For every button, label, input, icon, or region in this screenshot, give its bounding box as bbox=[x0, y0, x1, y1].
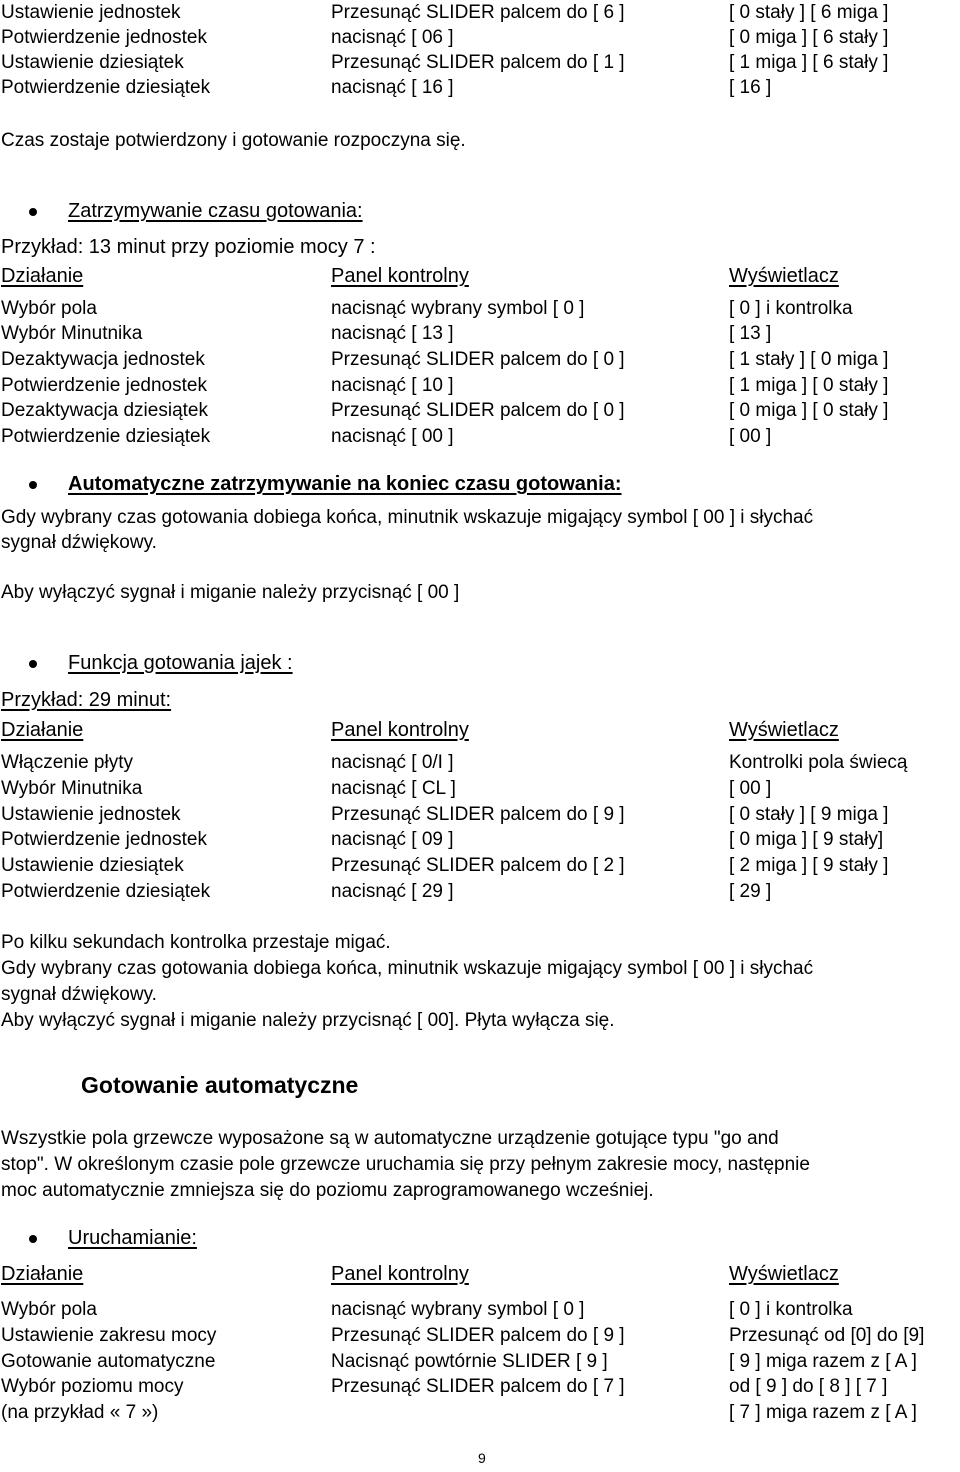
cell-display: od [ 9 ] do [ 8 ] [ 7 ] bbox=[729, 1376, 888, 1397]
cell-action: Włączenie płyty bbox=[1, 752, 133, 773]
header-action: Działanie bbox=[1, 1263, 84, 1285]
cell-panel: nacisnąć [ 16 ] bbox=[331, 77, 454, 98]
table-row bbox=[0, 853, 960, 879]
cell-panel: nacisnąć [ 09 ] bbox=[331, 829, 454, 850]
paragraph: Gdy wybrany czas gotowania dobiega końca, minutnik wskazuje migający symbol [ 00 ] i słychać bbox=[1, 507, 814, 528]
cell-action: Potwierdzenie jednostek bbox=[1, 829, 207, 850]
table-row bbox=[0, 802, 960, 828]
cell-display: Przesunąć od [0] do [9] bbox=[729, 1325, 925, 1346]
cell-panel: nacisnąć [ 0/I ] bbox=[331, 752, 454, 773]
cell-panel: nacisnąć [ CL ] bbox=[331, 778, 456, 799]
cell-action: Ustawienie dziesiątek bbox=[1, 855, 184, 876]
cell-action: Ustawienie jednostek bbox=[1, 2, 181, 23]
paragraph: Wszystkie pola grzewcze wyposażone są w automatyczne urządzenie gotujące typu "go and bbox=[1, 1128, 779, 1149]
cell-action: Wybór poziomu mocy bbox=[1, 1376, 184, 1397]
cell-panel: Przesunąć SLIDER palcem do [ 7 ] bbox=[331, 1376, 625, 1397]
cell-panel: Przesunąć SLIDER palcem do [ 0 ] bbox=[331, 349, 625, 370]
cell-display: [ 00 ] bbox=[729, 426, 772, 447]
paragraph: sygnał dźwiękowy. bbox=[1, 984, 157, 1005]
section-title: Zatrzymywanie czasu gotowania: bbox=[68, 200, 363, 222]
cell-panel: nacisnąć [ 10 ] bbox=[331, 375, 454, 396]
paragraph: Aby wyłączyć sygnał i miganie należy przycisnąć [ 00 ] bbox=[1, 582, 460, 603]
cell-display: [ 29 ] bbox=[729, 881, 772, 902]
cell-action: Wybór pola bbox=[1, 298, 97, 319]
section-heading: Gotowanie automatyczne bbox=[81, 1072, 359, 1098]
cell-action: Dezaktywacja jednostek bbox=[1, 349, 205, 370]
cell-display: [ 9 ] miga razem z [ A ] bbox=[729, 1351, 917, 1372]
bullet-icon bbox=[29, 208, 37, 216]
cell-action: Potwierdzenie dziesiątek bbox=[1, 881, 211, 902]
table-row bbox=[0, 424, 960, 450]
table-row bbox=[0, 373, 960, 399]
example-label: Przykład: 29 minut: bbox=[1, 689, 172, 711]
cell-action: Ustawienie dziesiątek bbox=[1, 52, 184, 73]
cell-display: [ 0 miga ] [ 0 stały ] bbox=[729, 400, 889, 421]
cell-display: [ 00 ] bbox=[729, 778, 772, 799]
cell-panel: nacisnąć [ 13 ] bbox=[331, 323, 454, 344]
cell-action: Wybór Minutnika bbox=[1, 323, 143, 344]
cell-panel: Przesunąć SLIDER palcem do [ 9 ] bbox=[331, 804, 625, 825]
cell-panel: Nacisnąć powtórnie SLIDER [ 9 ] bbox=[331, 1351, 608, 1372]
cell-panel: Przesunąć SLIDER palcem do [ 6 ] bbox=[331, 2, 625, 23]
table-row bbox=[0, 879, 960, 905]
table-row bbox=[0, 827, 960, 853]
table-row bbox=[0, 321, 960, 347]
cell-action: Wybór pola bbox=[1, 1299, 97, 1320]
cell-display: [ 1 stały ] [ 0 miga ] bbox=[729, 349, 889, 370]
table-row bbox=[0, 398, 960, 424]
cell-action: Dezaktywacja dziesiątek bbox=[1, 400, 208, 421]
page-number: 9 bbox=[478, 1450, 486, 1466]
cell-display: [ 16 ] bbox=[729, 77, 772, 98]
cell-action: Gotowanie automatyczne bbox=[1, 1351, 216, 1372]
cell-panel: Przesunąć SLIDER palcem do [ 2 ] bbox=[331, 855, 625, 876]
top-note: Czas zostaje potwierdzony i gotowanie rozpoczyna się. bbox=[1, 130, 466, 151]
table-row bbox=[0, 25, 960, 51]
cell-panel: nacisnąć wybrany symbol [ 0 ] bbox=[331, 1299, 585, 1320]
header-panel: Panel kontrolny bbox=[331, 265, 469, 287]
cell-panel: nacisnąć [ 00 ] bbox=[331, 426, 454, 447]
cell-display: [ 1 miga ] [ 6 stały ] bbox=[729, 52, 889, 73]
table-row bbox=[0, 1323, 960, 1349]
cell-panel: nacisnąć wybrany symbol [ 0 ] bbox=[331, 298, 585, 319]
table-row bbox=[0, 347, 960, 373]
table-header bbox=[0, 264, 960, 290]
paragraph: Po kilku sekundach kontrolka przestaje migać. bbox=[1, 932, 391, 953]
cell-display: Kontrolki pola świecą bbox=[729, 752, 908, 773]
cell-action: Potwierdzenie jednostek bbox=[1, 27, 207, 48]
header-action: Działanie bbox=[1, 265, 84, 287]
table-row bbox=[0, 0, 960, 26]
section-title: Automatyczne zatrzymywanie na koniec czasu gotowania: bbox=[68, 473, 622, 495]
cell-action: Ustawienie jednostek bbox=[1, 804, 181, 825]
cell-action: Potwierdzenie dziesiątek bbox=[1, 77, 211, 98]
cell-display: [ 13 ] bbox=[729, 323, 772, 344]
cell-display: [ 0 ] i kontrolka bbox=[729, 1299, 853, 1320]
cell-action: (na przykład « 7 ») bbox=[1, 1402, 159, 1423]
cell-action: Wybór Minutnika bbox=[1, 778, 143, 799]
table-row bbox=[0, 75, 960, 101]
cell-display: [ 0 stały ] [ 6 miga ] bbox=[729, 2, 889, 23]
paragraph: Gdy wybrany czas gotowania dobiega końca, minutnik wskazuje migający symbol [ 00 ] i słychać bbox=[1, 958, 814, 979]
cell-display: [ 7 ] miga razem z [ A ] bbox=[729, 1402, 917, 1423]
cell-panel: Przesunąć SLIDER palcem do [ 1 ] bbox=[331, 52, 625, 73]
table-row bbox=[0, 50, 960, 76]
table-row bbox=[0, 1400, 960, 1426]
cell-action: Ustawienie zakresu mocy bbox=[1, 1325, 217, 1346]
table-row bbox=[0, 1374, 960, 1400]
table-header bbox=[0, 718, 960, 744]
cell-action: Potwierdzenie jednostek bbox=[1, 375, 207, 396]
cell-display: [ 2 miga ] [ 9 stały ] bbox=[729, 855, 889, 876]
cell-panel: nacisnąć [ 29 ] bbox=[331, 881, 454, 902]
section-title: Uruchamianie: bbox=[68, 1227, 197, 1249]
cell-display: [ 0 ] i kontrolka bbox=[729, 298, 853, 319]
table-header bbox=[0, 1262, 960, 1288]
header-panel: Panel kontrolny bbox=[331, 719, 469, 741]
paragraph: sygnał dźwiękowy. bbox=[1, 532, 157, 553]
paragraph: stop". W określonym czasie pole grzewcze uruchamia się przy pełnym zakresie mocy, następnie bbox=[1, 1154, 810, 1175]
section-title: Funkcja gotowania jajek : bbox=[68, 652, 293, 674]
bullet-icon bbox=[29, 660, 37, 668]
header-panel: Panel kontrolny bbox=[331, 1263, 469, 1285]
header-display: Wyświetlacz bbox=[729, 1263, 839, 1285]
table-row bbox=[0, 776, 960, 802]
table-row bbox=[0, 296, 960, 322]
paragraph: Aby wyłączyć sygnał i miganie należy przycisnąć [ 00]. Płyta wyłącza się. bbox=[1, 1010, 615, 1031]
table-row bbox=[0, 1349, 960, 1375]
paragraph: moc automatycznie zmniejsza się do poziomu zaprogramowanego wcześniej. bbox=[1, 1180, 654, 1201]
table-row bbox=[0, 750, 960, 776]
example-label: Przykład: 13 minut przy poziomie mocy 7 : bbox=[1, 236, 376, 258]
header-display: Wyświetlacz bbox=[729, 265, 839, 287]
header-display: Wyświetlacz bbox=[729, 719, 839, 741]
cell-panel: nacisnąć [ 06 ] bbox=[331, 27, 454, 48]
cell-display: [ 1 miga ] [ 0 stały ] bbox=[729, 375, 889, 396]
cell-action: Potwierdzenie dziesiątek bbox=[1, 426, 211, 447]
cell-panel: Przesunąć SLIDER palcem do [ 9 ] bbox=[331, 1325, 625, 1346]
cell-display: [ 0 miga ] [ 9 stały] bbox=[729, 829, 884, 850]
bullet-icon bbox=[29, 1235, 37, 1243]
cell-display: [ 0 stały ] [ 9 miga ] bbox=[729, 804, 889, 825]
cell-display: [ 0 miga ] [ 6 stały ] bbox=[729, 27, 889, 48]
cell-panel: Przesunąć SLIDER palcem do [ 0 ] bbox=[331, 400, 625, 421]
table-row bbox=[0, 1297, 960, 1323]
bullet-icon bbox=[29, 481, 37, 489]
header-action: Działanie bbox=[1, 719, 84, 741]
